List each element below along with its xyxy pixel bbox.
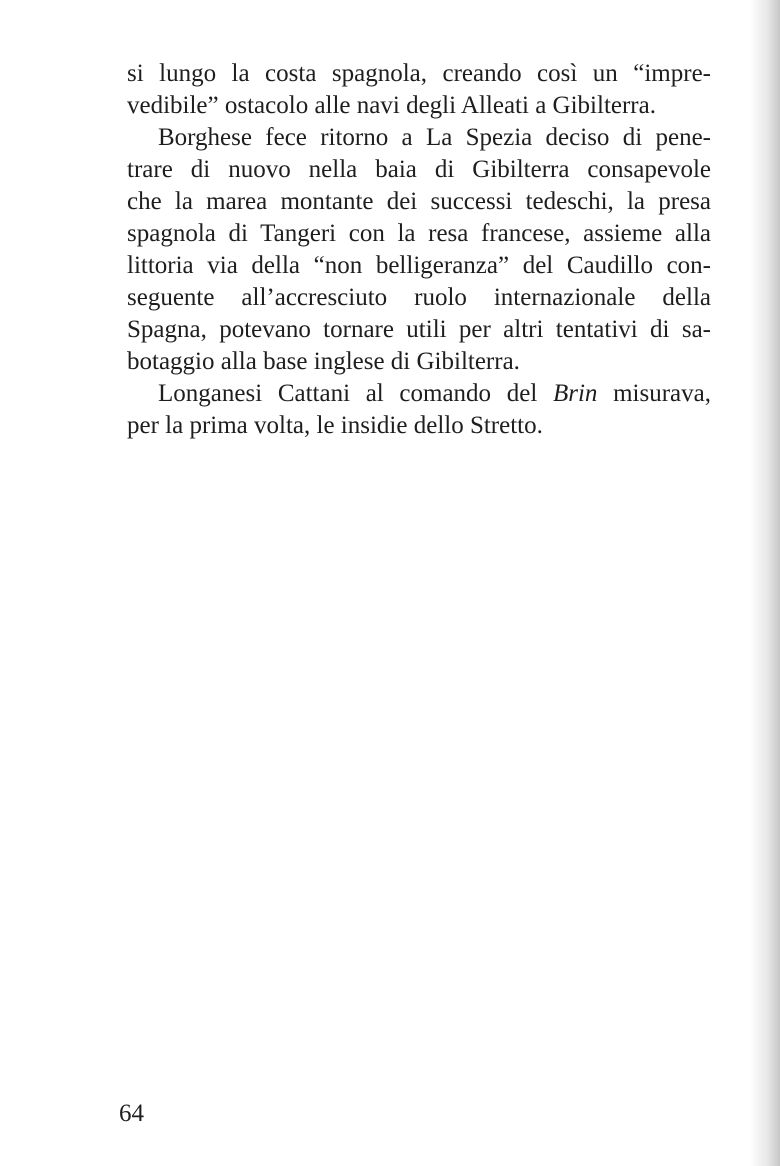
text-line: che la marea montante dei successi tedeschi, la presa [127,188,711,215]
text-line: seguente all’accresciuto ruolo internazionale della [127,284,711,311]
text-line: si lungo la costa spagnola, creando così un “impre- [127,60,711,87]
text-line: botaggio alla base inglese di Gibilterra. [127,348,520,375]
page-number: 64 [119,1100,144,1127]
text-line: Spagna, potevano tornare utili per altri tentativi di sa- [127,316,711,343]
text-segment: Longanesi Cattani al comando del [158,380,553,407]
italic-ship-name: Brin [552,380,598,407]
text-segment: misurava, [597,380,711,407]
text-line: per la prima volta, le insidie dello Stretto. [127,412,543,439]
text-line: vedibile” ostacolo alle navi degli Alleati a Gibilterra. [127,92,656,119]
text-line: Borghese fece ritorno a La Spezia deciso di pene- [158,124,711,151]
text-line-with-italic [127,378,711,410]
text-line: trare di nuovo nella baia di Gibilterra consapevole [127,156,711,183]
body-text [127,58,711,442]
page-gutter-shadow [750,0,780,1166]
text-line: littoria via della “non belligeranza” del Caudillo con- [127,252,711,279]
text-line: spagnola di Tangeri con la resa francese, assieme alla [127,220,711,247]
